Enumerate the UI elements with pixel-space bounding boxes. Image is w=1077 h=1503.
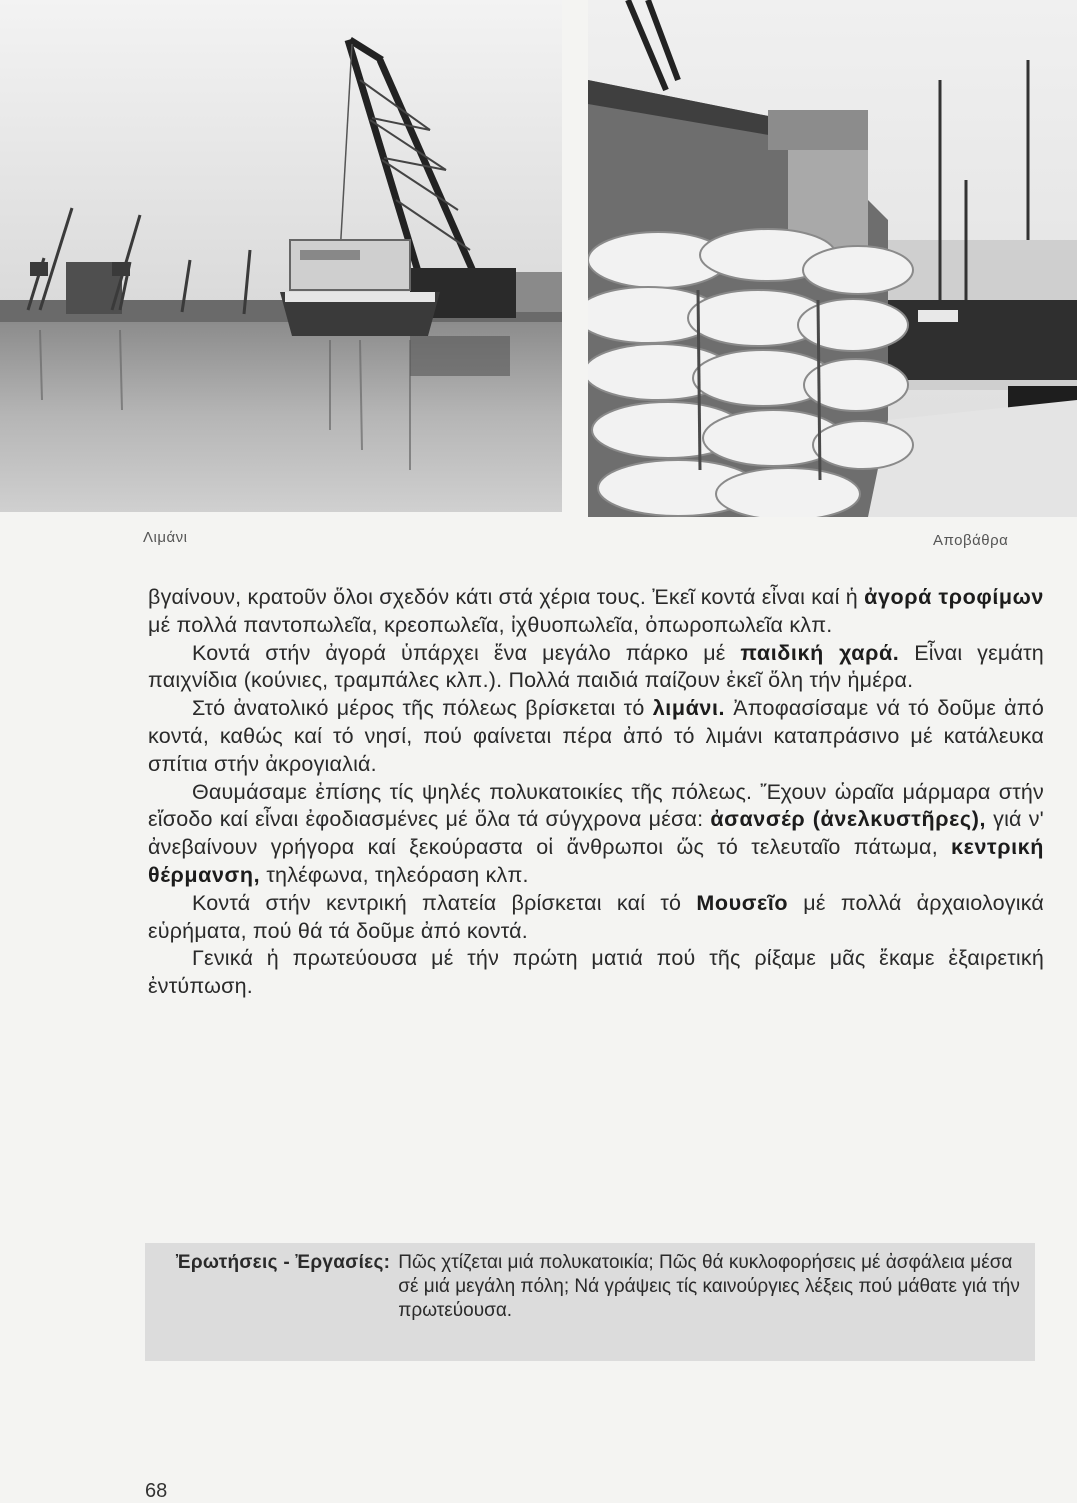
paragraph-text: Κοντά στήν ἀγορά ὑπάρχει ἕνα μεγάλο πάρκο μέ [192, 640, 741, 665]
body-text [148, 584, 1044, 1001]
paragraph-text: Εἶναι γεμάτη παιχνίδια (κούνιες, τραμπάλες κλπ.). Πολλά παιδιά παίζουν ἐκεῖ ὅλη τήν ἡμέρα. [148, 640, 1044, 693]
questions-label: Ἐρωτήσεις - Ἐργασίες: [176, 1252, 391, 1273]
paragraph-text: Κοντά στήν κεντρική πλατεία βρίσκεται καί τό [192, 890, 697, 915]
quay-photo-drawing [588, 0, 1077, 517]
bold-term: κεντρική θέρμανση, [148, 835, 1044, 887]
paragraph-text: Στό ἀνατολικό μέρος τῆς πόλεως βρίσκεται τό [192, 696, 653, 721]
paragraph-text: μέ πολλά ἀρχαιολογικά εὑρήματα, πού θά τά δοῦμε ἀπό κοντά. [148, 890, 1045, 943]
paragraph-text: μέ πολλά παντοπωλεῖα, κρεοπωλεῖα, ἰχθυοπωλεῖα, ὀπωροπωλεῖα κλπ. [148, 612, 833, 637]
paragraph-text: γιά ν' ἀνεβαίνουν γρήγορα καί ξεκούραστα οἱ ἄνθρωποι ὥς τό τελευταῖο πάτωμα, [148, 807, 1044, 860]
bold-term: Μουσεῖο [696, 890, 789, 915]
harbour-photo [0, 0, 562, 512]
bold-term: ἀσανσέρ (ἀνελκυστῆρες), [710, 807, 987, 832]
bold-term: ἀγορά τροφίμων [864, 585, 1044, 609]
question-item: Νά γράψεις τίς καινούργιες λέξεις πού μάθατε γιά τήν πρωτεύουσα. [398, 1276, 1020, 1321]
paragraph-text: Γενικά ἡ πρωτεύουσα μέ τήν πρώτη ματιά πού τῆς ρίξαμε μᾶς ἔκαμε ἐξαιρετική ἐντύπωση. [148, 946, 1044, 999]
harbour-photo-caption: Λιμάνι [143, 529, 188, 546]
bold-term: λιμάνι. [652, 696, 726, 721]
paragraph-text: βγαίνουν, κρατοῦν ὅλοι σχεδόν κάτι στά χέρια τους. Ἐκεῖ κοντά εἶναι καί ἡ [148, 585, 865, 609]
paragraph-text: Θαυμάσαμε ἐπίσης τίς ψηλές πολυκατοικίες τῆς πόλεως. Ἔχουν ὡραῖα μάρμαρα στήν εἴσοδο καί εἶναι ἐφοδιασμένες μέ ὅλα τά σύγχρονα μέσα: [148, 779, 1044, 832]
paragraph [148, 695, 1044, 778]
paragraph-text: Ἀποφασίσαμε νά τό δοῦμε ἀπό κοντά, καθώς καί τό νησί, πού φαίνεται πέρα ἀπό τό λιμάνι καταπράσινο μέ κατάλευκα σπίτια στήν ἀκρογιαλιά. [148, 696, 1044, 776]
question-item: Πῶς θά κυκλοφορήσεις μέ ἀσφάλεια μέσα σέ μιά μεγάλη πόλη; [398, 1252, 1013, 1297]
paragraph [148, 890, 1044, 946]
harbour-photo-drawing [0, 0, 562, 512]
quay-photo [588, 0, 1077, 517]
questions-list [398, 1251, 1031, 1323]
question-item: Πῶς χτίζεται μιά πολυκατοικία; [398, 1252, 659, 1273]
bold-term: παιδική χαρά. [740, 640, 900, 665]
paragraph [148, 584, 1044, 640]
quay-photo-caption: Αποβάθρα [933, 532, 1009, 549]
paragraph [148, 945, 1044, 1001]
paragraph [148, 779, 1044, 890]
page-number: 68 [145, 1480, 168, 1502]
paragraph-text: τηλέφωνα, τηλεόραση κλπ. [260, 862, 529, 887]
questions-section [176, 1251, 1031, 1323]
paragraph [148, 640, 1044, 696]
